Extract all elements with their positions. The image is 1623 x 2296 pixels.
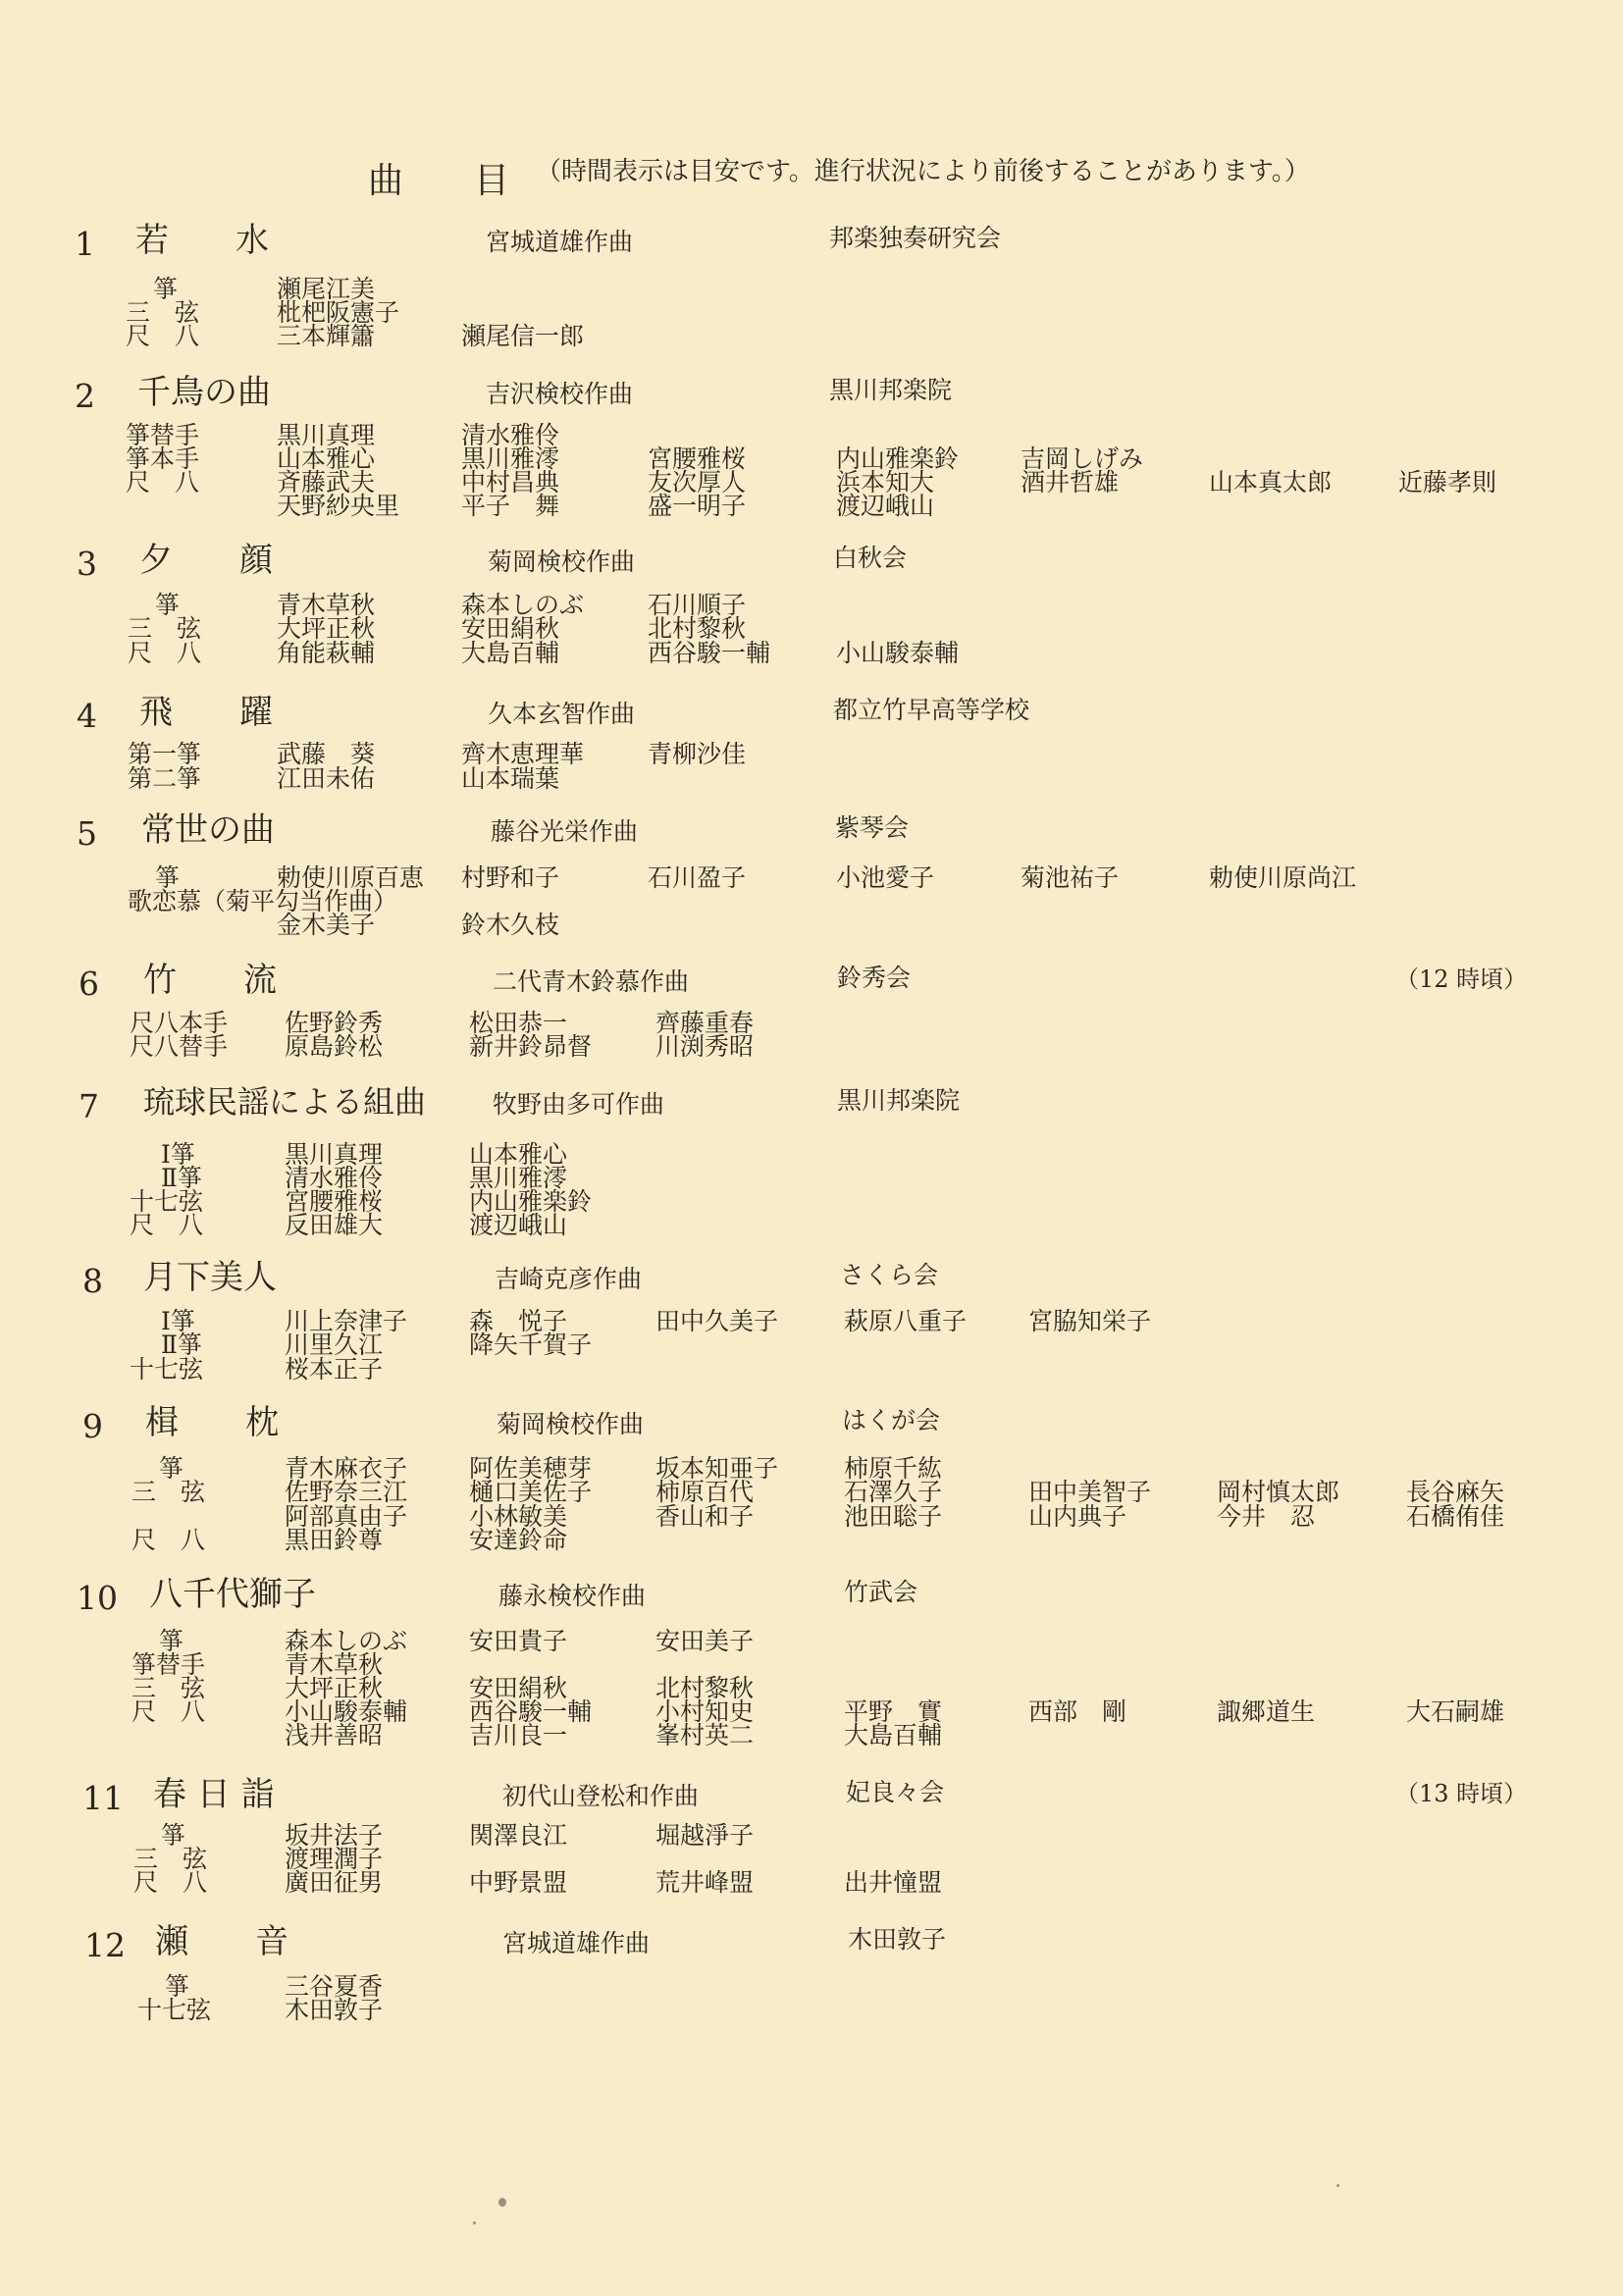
role-label: 尺 八 [126, 468, 200, 496]
performer-name: 中野景盟 [469, 1868, 568, 1897]
role-label: 尺 八 [131, 1697, 206, 1726]
performer-name: 岡村慎太郎 [1217, 1478, 1340, 1506]
performer-name: 渡辺峨山 [469, 1211, 568, 1239]
piece-number: 4 [77, 697, 97, 735]
performer-name: 川上奈津子 [285, 1307, 408, 1335]
performing-group: 紫琴会 [835, 813, 910, 842]
performer-name: 黒田鈴尊 [285, 1526, 384, 1554]
performer-name: 石川盈子 [648, 863, 747, 892]
piece-title: 若 水 [135, 221, 269, 260]
paper-speck [1336, 2184, 1339, 2187]
performer-name: 中村昌典 [461, 468, 560, 496]
performer-name: 斉藤武夫 [277, 468, 376, 496]
performer-name: 酒井哲雄 [1021, 468, 1120, 496]
piece-title: 常世の曲 [141, 810, 275, 850]
role-label: 箏替手 [131, 1650, 206, 1679]
role-label: 箏 [159, 1627, 184, 1655]
role-label: 三 弦 [126, 298, 200, 327]
time-note: （13 時頃） [1395, 1780, 1528, 1807]
performer-name: 安田絹秋 [469, 1674, 568, 1702]
performer-name: 小村知史 [655, 1697, 755, 1726]
role-label: 三 弦 [131, 1674, 206, 1702]
piece-number: 12 [84, 1926, 126, 1964]
performer-name: 今井 忍 [1217, 1502, 1316, 1531]
composer: 藤永検校作曲 [498, 1582, 647, 1610]
piece-number: 1 [75, 225, 95, 263]
composer: 久本玄智作曲 [488, 700, 636, 728]
performer-name: 田中美智子 [1028, 1478, 1152, 1506]
composer: 菊岡検校作曲 [488, 548, 636, 576]
role-label: 第一箏 [128, 740, 202, 768]
performer-name: 西谷駿一輔 [648, 639, 771, 667]
role-label: 第二箏 [128, 764, 202, 793]
performer-name: 松田恭一 [469, 1009, 568, 1037]
performer-name: 大坪正秋 [277, 614, 376, 643]
performer-name: 菊池祐子 [1021, 863, 1120, 892]
performing-group: 邦楽独奏研究会 [829, 224, 1002, 252]
composer: 吉崎克彦作曲 [495, 1265, 643, 1293]
performer-name: 齊藤重春 [655, 1009, 755, 1037]
performer-name: 近藤孝則 [1398, 468, 1497, 496]
piece-number: 10 [77, 1579, 118, 1617]
performing-group: はくが会 [842, 1406, 941, 1435]
performer-name: 黒川真理 [277, 421, 376, 449]
performer-name: 石澤久子 [844, 1478, 943, 1506]
performer-name: 枇杷阪憲子 [277, 298, 400, 327]
performer-name: 黒川真理 [285, 1140, 384, 1169]
performer-name: 小池愛子 [836, 863, 935, 892]
role-label: 歌恋慕（菊平勾当作曲） [128, 887, 398, 915]
performer-name: 西谷駿一輔 [469, 1697, 593, 1726]
piece-title: 春 日 詣 [153, 1775, 275, 1814]
role-label: 三 弦 [128, 614, 202, 643]
piece-title: 楫 枕 [145, 1403, 279, 1442]
performer-name: 安田美子 [655, 1627, 755, 1655]
performer-name: 平野 實 [844, 1697, 943, 1726]
performer-name: 武藤 葵 [277, 740, 376, 768]
role-label: Ⅰ箏 [161, 1307, 195, 1335]
role-label: 尺 八 [126, 322, 200, 350]
role-label: 尺八替手 [130, 1032, 229, 1061]
piece-number: 2 [75, 377, 95, 415]
performer-name: 森本しのぶ [461, 591, 585, 619]
performer-name: 三谷夏香 [285, 1972, 384, 2001]
performer-name: 小山駿泰輔 [285, 1697, 408, 1726]
performer-name: 石橋侑佳 [1406, 1502, 1505, 1531]
performer-name: 天野紗央里 [277, 492, 400, 520]
role-label: 十七弦 [130, 1187, 204, 1216]
performer-name: 萩原八重子 [844, 1307, 968, 1335]
performer-name: 阿部真由子 [285, 1502, 408, 1531]
role-label: 尺 八 [130, 1211, 204, 1239]
performer-name: 吉岡しげみ [1021, 444, 1144, 473]
performer-name: 堀越淨子 [655, 1821, 755, 1850]
piece-number: 9 [82, 1407, 103, 1445]
performer-name: 廣田征男 [285, 1868, 384, 1897]
performer-name: 浜本知大 [836, 468, 935, 496]
time-note: （12 時頃） [1395, 965, 1528, 993]
performer-name: 坂本知亜子 [655, 1454, 779, 1483]
role-label: 十七弦 [130, 1355, 204, 1383]
performer-name: 関澤良江 [469, 1821, 568, 1850]
performer-name: 浅井善昭 [285, 1721, 384, 1749]
composer: 宮城道雄作曲 [502, 1929, 651, 1957]
performer-name: 盛一明子 [648, 492, 747, 520]
performing-group: 竹武会 [844, 1578, 918, 1606]
piece-title: 竹 流 [143, 961, 277, 1000]
performing-group: 黒川邦楽院 [829, 376, 953, 404]
performer-name: 青柳沙佳 [648, 740, 747, 768]
performer-name: 石川順子 [648, 591, 747, 619]
role-label: 箏 [155, 591, 181, 619]
performer-name: 金木美子 [277, 911, 376, 939]
performer-name: 小林敏美 [469, 1502, 568, 1531]
composer: 菊岡検校作曲 [497, 1410, 645, 1438]
performer-name: 森 悦子 [469, 1307, 568, 1335]
piece-title: 千鳥の曲 [137, 373, 271, 412]
performer-name: 佐野奈三江 [285, 1478, 408, 1506]
performer-name: 吉川良一 [469, 1721, 568, 1749]
performer-name: 勅使川原百恵 [277, 863, 425, 892]
performer-name: 坂井法子 [285, 1821, 384, 1850]
performer-name: 黒川雅澪 [461, 444, 560, 473]
performer-name: 江田未佑 [277, 764, 376, 793]
role-label: 尺 八 [128, 639, 202, 667]
role-label: 箏 [165, 1972, 190, 2001]
performer-name: 川里久江 [285, 1331, 384, 1359]
performer-name: 諏郷道生 [1217, 1697, 1316, 1726]
performer-name: 荒井峰盟 [655, 1868, 755, 1897]
role-label: 尺八本手 [130, 1009, 229, 1037]
role-label: 尺 八 [131, 1526, 206, 1554]
performing-group: 木田敦子 [848, 1925, 947, 1954]
performer-name: 安田貴子 [469, 1627, 568, 1655]
piece-title: 飛 躍 [139, 693, 273, 732]
program-title: 曲 目 [368, 161, 510, 201]
piece-title: 月下美人 [143, 1258, 277, 1297]
performer-name: 大島百輔 [461, 639, 560, 667]
performer-name: 宮腰雅桜 [285, 1187, 384, 1216]
performer-name: 黒川雅澪 [469, 1164, 568, 1192]
performer-name: 香山和子 [655, 1502, 755, 1531]
performer-name: 新井鈴昴督 [469, 1032, 593, 1061]
performer-name: 安達鈴命 [469, 1526, 568, 1554]
performer-name: 阿佐美穂芽 [469, 1454, 593, 1483]
piece-number: 11 [82, 1779, 124, 1817]
performer-name: 清水雅伶 [461, 421, 560, 449]
role-label: 箏本手 [126, 444, 200, 473]
performer-name: 内山雅楽鈴 [469, 1187, 593, 1216]
performer-name: 清水雅伶 [285, 1164, 384, 1192]
performer-name: 瀬尾信一郎 [461, 322, 585, 350]
performer-name: 原島鈴松 [285, 1032, 384, 1061]
performer-name: 鈴木久枝 [461, 911, 560, 939]
performer-name: 瀬尾江美 [277, 275, 376, 303]
performer-name: 村野和子 [461, 863, 560, 892]
paper-speck [473, 2221, 476, 2224]
performer-name: 渡辺峨山 [836, 492, 935, 520]
performing-group: 妃良々会 [846, 1778, 945, 1806]
performer-name: 小山駿泰輔 [836, 639, 960, 667]
composer: 牧野由多可作曲 [493, 1090, 665, 1119]
piece-number: 8 [82, 1262, 103, 1300]
performer-name: 青木草秋 [285, 1650, 384, 1679]
role-label: Ⅱ箏 [161, 1164, 202, 1192]
role-label: 尺 八 [133, 1868, 208, 1897]
role-label: 三 弦 [131, 1478, 206, 1506]
role-label: Ⅱ箏 [161, 1331, 202, 1359]
performer-name: 大坪正秋 [285, 1674, 384, 1702]
performer-name: 峯村英二 [655, 1721, 755, 1749]
performing-group: さくら会 [840, 1261, 939, 1289]
role-label: 箏替手 [126, 421, 200, 449]
piece-title: 八千代獅子 [149, 1575, 316, 1614]
performer-name: 勅使川原尚江 [1209, 863, 1357, 892]
performer-name: 大島百輔 [844, 1721, 943, 1749]
performer-name: 佐野鈴秀 [285, 1009, 384, 1037]
performer-name: 齊木恵理華 [461, 740, 585, 768]
composer: 宮城道雄作曲 [486, 228, 634, 256]
performer-name: 角能萩輔 [277, 639, 376, 667]
role-label: 三 弦 [133, 1845, 208, 1873]
performer-name: 池田聡子 [844, 1502, 943, 1531]
piece-number: 6 [79, 965, 99, 1003]
program-note: （時間表示は目安です。進行状況により前後することがあります。） [536, 157, 1310, 186]
performer-name: 北村黎秋 [655, 1674, 755, 1702]
role-label: 箏 [153, 275, 179, 303]
performer-name: 山本雅心 [469, 1140, 568, 1169]
composer: 藤谷光栄作曲 [491, 817, 639, 846]
performing-group: 鈴秀会 [837, 964, 912, 992]
piece-title: 琉球民謡による組曲 [143, 1083, 427, 1121]
role-label: 箏 [159, 1454, 184, 1483]
role-label: 十七弦 [137, 1996, 212, 2024]
performer-name: 平子 舞 [461, 492, 560, 520]
performer-name: 木田敦子 [285, 1996, 384, 2024]
performer-name: 宮腰雅桜 [648, 444, 747, 473]
performer-name: 山本瑞葉 [461, 764, 560, 793]
performer-name: 森本しのぶ [285, 1627, 408, 1655]
performer-name: 長谷麻矢 [1406, 1478, 1505, 1506]
performer-name: 山本雅心 [277, 444, 376, 473]
piece-title: 瀬 音 [155, 1922, 288, 1961]
performer-name: 柿原百代 [655, 1478, 755, 1506]
performer-name: 反田雄大 [285, 1211, 384, 1239]
performer-name: 降矢千賀子 [469, 1331, 593, 1359]
performer-name: 樋口美佐子 [469, 1478, 593, 1506]
composer: 吉沢検校作曲 [486, 380, 634, 408]
performing-group: 都立竹早高等学校 [833, 696, 1030, 724]
paper-speck [498, 2198, 506, 2207]
piece-number: 7 [79, 1087, 99, 1125]
performer-name: 宮脇知栄子 [1028, 1307, 1152, 1335]
performer-name: 安田絹秋 [461, 614, 560, 643]
performer-name: 内山雅楽鈴 [836, 444, 960, 473]
performing-group: 黒川邦楽院 [837, 1086, 961, 1115]
performer-name: 川渕秀昭 [655, 1032, 755, 1061]
composer: 初代山登松和作曲 [502, 1782, 700, 1810]
performing-group: 白秋会 [833, 544, 908, 572]
piece-number: 5 [77, 814, 97, 853]
role-label: Ⅰ箏 [161, 1140, 195, 1169]
piece-title: 夕 顔 [139, 541, 273, 580]
performer-name: 出井憧盟 [844, 1868, 943, 1897]
performer-name: 山本真太郎 [1209, 468, 1333, 496]
performer-name: 三本輝簫 [277, 322, 376, 350]
composer: 二代青木鈴慕作曲 [493, 967, 690, 996]
role-label: 箏 [161, 1821, 186, 1850]
performer-name: 柿原千紘 [844, 1454, 943, 1483]
performer-name: 青木草秋 [277, 591, 376, 619]
performer-name: 田中久美子 [655, 1307, 779, 1335]
performer-name: 桜本正子 [285, 1355, 384, 1383]
performer-name: 西部 剛 [1028, 1697, 1127, 1726]
performer-name: 大石嗣雄 [1406, 1697, 1505, 1726]
performer-name: 渡理潤子 [285, 1845, 384, 1873]
piece-number: 3 [77, 545, 97, 583]
performer-name: 北村黎秋 [648, 614, 747, 643]
performer-name: 友次厚人 [648, 468, 747, 496]
performer-name: 山内典子 [1028, 1502, 1127, 1531]
role-label: 箏 [155, 863, 181, 892]
performer-name: 青木麻衣子 [285, 1454, 408, 1483]
